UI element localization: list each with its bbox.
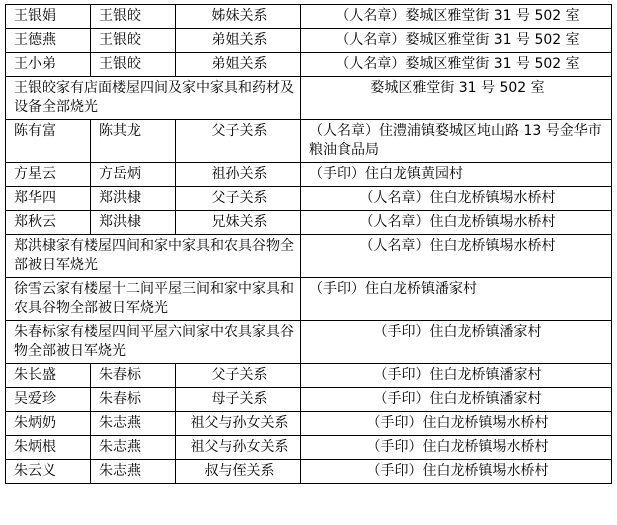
seal-and-address: （手印）住白龙桥镇潘家村 — [301, 388, 612, 412]
table-row — [6, 77, 612, 120]
victim-name: 朱志燕 — [91, 412, 176, 436]
seal-and-address: （手印）住白龙镇黄园村 — [301, 163, 612, 187]
property-loss: 王银皎家有店面楼屋四间及家中家具和药材及设备全部烧光 — [6, 77, 301, 120]
victim-name: 陈其龙 — [91, 120, 176, 163]
witness-name: 陈有富 — [6, 120, 91, 163]
seal-and-address: （人名章）住白龙桥镇埸水桥村 — [301, 187, 612, 211]
seal-and-address: （人名章）婺城区雅堂街 31 号 502 室 — [301, 29, 612, 53]
table-row — [6, 235, 612, 278]
seal-and-address: （手印）住白龙桥镇潘家村 — [301, 321, 612, 364]
seal-and-address: （人名章）住白龙桥镇埸水桥村 — [301, 235, 612, 278]
relation: 母子关系 — [176, 388, 301, 412]
table-row — [6, 364, 612, 388]
relation: 父子关系 — [176, 120, 301, 163]
victim-name: 朱春标 — [91, 388, 176, 412]
victim-name: 王银皎 — [91, 53, 176, 77]
seal-and-address: （人名章）住白龙桥镇埸水桥村 — [301, 211, 612, 235]
witness-name: 吴爱珍 — [6, 388, 91, 412]
table-row — [6, 187, 612, 211]
seal-and-address: 婺城区雅堂街 31 号 502 室 — [301, 77, 612, 120]
seal-and-address: （人名章）住澧浦镇婺城区坉山路 13 号金华市粮油食品局 — [301, 120, 612, 163]
witness-name: 郑秋云 — [6, 211, 91, 235]
relation: 姊妹关系 — [176, 5, 301, 29]
seal-and-address: （手印）住白龙桥镇潘家村 — [301, 278, 612, 321]
property-loss: 郑洪棣家有楼屋四间和家中家具和农具谷物全部被日军烧光 — [6, 235, 301, 278]
victim-name: 王银皎 — [91, 29, 176, 53]
testimony-table — [5, 4, 612, 484]
seal-and-address: （手印）住白龙桥镇埸水桥村 — [301, 436, 612, 460]
relation: 弟姐关系 — [176, 29, 301, 53]
relation: 祖父与孙女关系 — [176, 436, 301, 460]
relation: 兄妹关系 — [176, 211, 301, 235]
table-row — [6, 278, 612, 321]
witness-name: 方星云 — [6, 163, 91, 187]
table-row — [6, 163, 612, 187]
witness-name: 王小弟 — [6, 53, 91, 77]
victim-name: 郑洪棣 — [91, 211, 176, 235]
table-row — [6, 211, 612, 235]
witness-name: 郑华四 — [6, 187, 91, 211]
witness-name: 朱长盛 — [6, 364, 91, 388]
seal-and-address: （手印）住白龙桥镇潘家村 — [301, 364, 612, 388]
seal-and-address: （人名章）婺城区雅堂街 31 号 502 室 — [301, 5, 612, 29]
witness-name: 朱炳根 — [6, 436, 91, 460]
seal-and-address: （手印）住白龙桥镇埸水桥村 — [301, 460, 612, 484]
table-row — [6, 388, 612, 412]
property-loss: 徐雪云家有楼屋十二间平屋三间和家中家具和农具谷物全部被日军烧光 — [6, 278, 301, 321]
victim-name: 方岳炳 — [91, 163, 176, 187]
relation: 父子关系 — [176, 187, 301, 211]
relation: 祖父与孙女关系 — [176, 412, 301, 436]
table-row — [6, 436, 612, 460]
witness-name: 王银娟 — [6, 5, 91, 29]
witness-name: 朱炳奶 — [6, 412, 91, 436]
victim-name: 朱春标 — [91, 364, 176, 388]
victim-name: 朱志燕 — [91, 460, 176, 484]
table-row — [6, 120, 612, 163]
table-row — [6, 53, 612, 77]
victim-name: 王银皎 — [91, 5, 176, 29]
relation: 祖孙关系 — [176, 163, 301, 187]
table-row — [6, 29, 612, 53]
property-loss: 朱春标家有楼屋四间平屋六间家中农具家具谷物全部被日军烧光 — [6, 321, 301, 364]
relation: 叔与侄关系 — [176, 460, 301, 484]
seal-and-address: （人名章）婺城区雅堂街 31 号 502 室 — [301, 53, 612, 77]
table-row — [6, 5, 612, 29]
victim-name: 朱志燕 — [91, 436, 176, 460]
seal-and-address: （手印）住白龙桥镇埸水桥村 — [301, 412, 612, 436]
victim-name: 郑洪棣 — [91, 187, 176, 211]
relation: 父子关系 — [176, 364, 301, 388]
table-row — [6, 412, 612, 436]
table-row — [6, 321, 612, 364]
witness-name: 王德燕 — [6, 29, 91, 53]
relation: 弟姐关系 — [176, 53, 301, 77]
table-row — [6, 460, 612, 484]
witness-name: 朱云义 — [6, 460, 91, 484]
